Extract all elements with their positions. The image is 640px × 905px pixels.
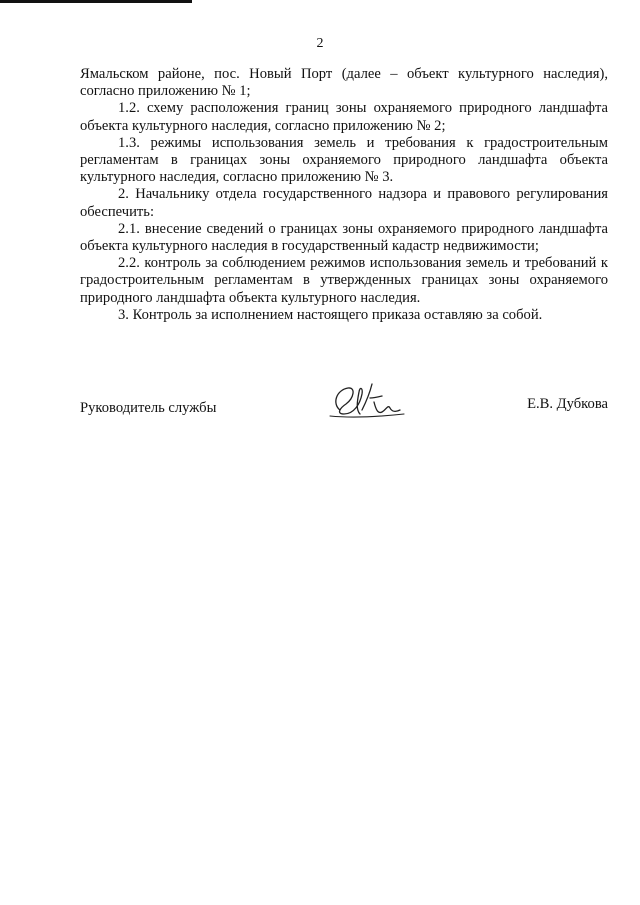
paragraph-2-2: 2.2. контроль за соблюдением режимов использования земель и требований к градостроительным регламентам в утвержденных границах зоны охраняемого природного ландшафта объекта культурного наследия. — [80, 255, 608, 306]
paragraph-3: 3. Контроль за исполнением настоящего приказа оставляю за собой. — [118, 306, 543, 323]
paragraph-2-1: 2.1. внесение сведений о границах зоны охраняемого природного ландшафта объекта культурного наследия в государственный кадастр недвижимости; — [80, 220, 608, 255]
page-number: 2 — [316, 36, 324, 51]
signatory-name: Е.В. Дубкова — [527, 396, 608, 412]
paragraph-2: 2. Начальнику отдела государственного надзора и правового регулирования обеспечить: — [80, 186, 608, 220]
paragraph-continuation: Ямальском районе, пос. Новый Порт (далее – объект культурного наследия), согласно приложению № 1; — [80, 66, 608, 100]
paragraph-1-2: 1.2. схему расположения границ зоны охраняемого природного ландшафта объекта культурного наследия, согласно приложению № 2; — [80, 100, 608, 134]
top-rule — [0, 0, 192, 3]
handwritten-signature — [326, 380, 406, 422]
signatory-position: Руководитель службы — [80, 400, 217, 416]
document-body — [80, 66, 608, 324]
paragraph-1-3: 1.3. режимы использования земель и требования к градостроительным регламентам в границах зоны охраняемого природного ландшафта объекта культурного наследия, согласно приложению № 3. — [80, 134, 608, 186]
signature-block — [80, 384, 608, 434]
